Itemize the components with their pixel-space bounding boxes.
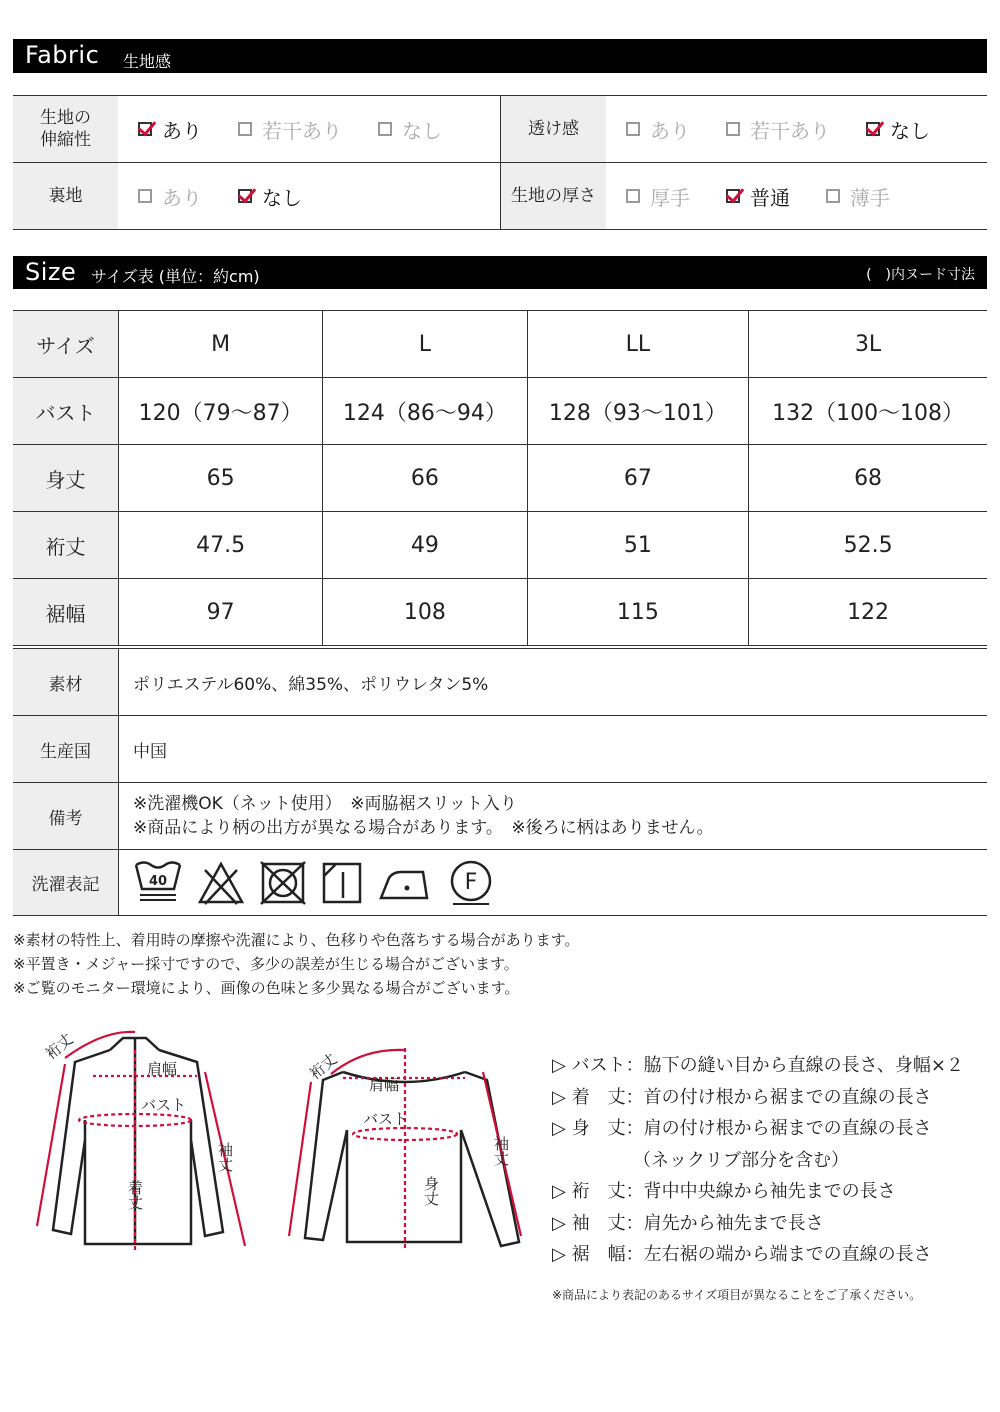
unchecked-box-icon	[626, 189, 640, 203]
material-row	[13, 649, 987, 716]
option-label: 若干あり	[750, 118, 830, 143]
size-row-label: 身丈	[13, 445, 119, 512]
laundry-row	[13, 850, 987, 916]
dry-clean-label: F	[464, 869, 478, 895]
checkbox-option	[626, 182, 690, 211]
checkbox-option	[238, 115, 342, 144]
size-cell: 47.5	[119, 512, 323, 579]
origin-label: 生産国	[13, 716, 119, 783]
unchecked-box-icon	[826, 189, 840, 203]
checkbox-option	[866, 115, 930, 144]
size-cell: 52.5	[749, 512, 987, 579]
option-label: なし	[262, 185, 302, 210]
fabric-title: Fabric	[25, 41, 100, 69]
definition-item: ▷ 袖 丈：肩先から袖先まで長さ	[552, 1212, 824, 1234]
size-row-label: 裄丈	[13, 512, 119, 579]
back-sleeve-top-label: 裄丈	[306, 1049, 341, 1084]
option-label: 普通	[750, 185, 790, 210]
option-label: あり	[162, 185, 202, 210]
remarks-label: 備考	[13, 783, 119, 850]
definitions	[552, 1050, 964, 1271]
back-shirt	[305, 1072, 519, 1246]
size-cell: 128（93～101）	[527, 378, 749, 445]
size-cell: 122	[749, 579, 987, 646]
wash-temp: 40	[148, 873, 168, 889]
checkbox-option	[378, 115, 442, 144]
back-sleeve-label: 袖丈	[492, 1136, 510, 1166]
size-row	[13, 445, 987, 512]
fabric-row-1	[13, 96, 987, 163]
size-cell: 65	[119, 445, 323, 512]
size-cell: 115	[527, 579, 749, 646]
fabric-table	[13, 95, 987, 230]
note-line: ※平置き・メジャー採寸ですので、多少の誤差が生じる場合がございます。	[13, 955, 519, 973]
option-label: 薄手	[850, 185, 890, 210]
checkbox-option	[826, 182, 890, 211]
material-label: 素材	[13, 649, 119, 716]
definition-item: ▷ 着 丈：首の付け根から裾までの直線の長さ	[552, 1086, 932, 1108]
size-header-cell: M	[119, 311, 323, 378]
option-label: なし	[402, 118, 442, 143]
checkbox-option	[138, 182, 202, 211]
size-note: ( )内ヌード寸法	[866, 267, 975, 283]
stretch-label: 生地の 伸縮性	[13, 96, 118, 163]
laundry-label: 洗濯表記	[13, 850, 119, 916]
size-cell: 66	[323, 445, 527, 512]
sheer-options	[606, 115, 987, 144]
front-bust-label: バスト	[141, 1096, 187, 1114]
checkbox-option	[138, 115, 202, 144]
unchecked-box-icon	[726, 122, 740, 136]
unchecked-box-icon	[238, 122, 252, 136]
remarks-line: ※洗濯機OK（ネット使用） ※両脇裾スリット入り	[133, 794, 517, 814]
front-sleeve-top-label: 裄丈	[42, 1029, 77, 1064]
checked-box-icon	[866, 122, 880, 136]
checkbox-option	[726, 182, 790, 211]
size-row-label: バスト	[13, 378, 119, 445]
size-header-cell: LL	[527, 311, 749, 378]
size-row	[13, 512, 987, 579]
size-subtitle: サイズ表 (単位：約cm)	[91, 267, 260, 286]
option-label: なし	[890, 118, 930, 143]
size-row	[13, 378, 987, 445]
back-bust-label: バスト	[363, 1110, 409, 1128]
material-value: ポリエステル60%、綿35%、ポリウレタン5%	[119, 649, 988, 716]
no-bleach-icon	[197, 860, 245, 906]
info-table	[13, 648, 987, 916]
size-cell: 67	[527, 445, 749, 512]
back-arrows	[289, 1048, 521, 1250]
checkbox-option	[726, 115, 830, 144]
iron-low-icon	[377, 860, 433, 906]
option-label: あり	[162, 118, 202, 143]
sheer-label: 透け感	[501, 96, 607, 163]
size-row-label: 裾幅	[13, 579, 119, 646]
origin-value: 中国	[119, 716, 988, 783]
size-cell: 124（86～94）	[323, 378, 527, 445]
line-dry-shade-icon	[321, 860, 363, 906]
size-cell: 108	[323, 579, 527, 646]
remarks-row	[13, 783, 987, 850]
dry-clean-f-icon	[447, 859, 495, 907]
definition-item: ▷ 裄 丈：背中中央線から袖先までの長さ	[552, 1181, 896, 1202]
definition-item: ▷ 身 丈：肩の付け根から裾までの直線の長さ	[552, 1118, 932, 1139]
thickness-label: 生地の厚さ	[501, 163, 607, 230]
measurement-diagram	[13, 1020, 553, 1260]
front-shoulder-label: 肩幅	[147, 1060, 178, 1078]
no-tumble-dry-icon	[259, 860, 307, 906]
option-label: 厚手	[650, 185, 690, 210]
fabric-subtitle: 生地感	[123, 52, 172, 71]
size-header-cell: 3L	[749, 311, 987, 378]
checked-box-icon	[138, 122, 152, 136]
size-title: Size	[25, 258, 77, 286]
checked-box-icon	[238, 189, 252, 203]
checked-box-icon	[726, 189, 740, 203]
notes	[13, 928, 579, 1000]
checkbox-option	[626, 115, 690, 144]
lining-options	[118, 182, 500, 211]
fabric-header	[13, 39, 987, 73]
unchecked-box-icon	[138, 189, 152, 203]
size-cell: 120（79～87）	[119, 378, 323, 445]
size-cell: 132（100～108）	[749, 378, 987, 445]
size-header-row	[13, 311, 987, 378]
option-label: あり	[650, 118, 690, 143]
remarks-line: ※商品により柄の出方が異なる場合があります。 ※後ろに柄はありません。	[133, 818, 714, 838]
unchecked-box-icon	[378, 122, 392, 136]
note-line: ※素材の特性上、着用時の摩擦や洗濯により、色移りや色落ちする場合があります。	[13, 931, 580, 949]
back-shoulder-label: 肩幅	[369, 1076, 400, 1094]
fabric-row-2	[13, 163, 987, 230]
front-sleeve-label: 袖丈	[216, 1142, 234, 1172]
note-line: ※ご覧のモニター環境により、画像の色味と多少異なる場合がございます。	[13, 979, 520, 997]
size-header-cell: サイズ	[13, 311, 119, 378]
front-shirt	[53, 1038, 223, 1244]
checkbox-option	[238, 182, 302, 211]
size-header-cell: L	[323, 311, 527, 378]
definition-item: ▷ バスト：脇下の縫い目から直線の長さ、身幅×２	[552, 1055, 964, 1076]
size-row	[13, 579, 987, 646]
stretch-options	[118, 115, 500, 144]
definition-item: （ネックリブ部分を含む）	[552, 1149, 849, 1171]
size-cell: 68	[749, 445, 987, 512]
wash-40-icon	[133, 859, 183, 907]
front-arrows	[37, 1029, 245, 1252]
lining-label: 裏地	[13, 163, 118, 230]
origin-row	[13, 716, 987, 783]
option-label: 若干あり	[262, 118, 342, 143]
footnote: ※商品により表記のあるサイズ項目が異なることをご了承ください。	[552, 1288, 922, 1302]
thickness-options	[606, 182, 987, 211]
size-cell: 97	[119, 579, 323, 646]
size-cell: 49	[323, 512, 527, 579]
size-header	[13, 256, 987, 289]
unchecked-box-icon	[626, 122, 640, 136]
size-cell: 51	[527, 512, 749, 579]
definition-item: ▷ 裾 幅：左右裾の端から端までの直線の長さ	[552, 1244, 932, 1265]
laundry-icons	[119, 859, 987, 907]
size-table	[13, 310, 987, 646]
front-length-label: 着丈	[126, 1180, 144, 1210]
back-length-label: 身丈	[422, 1176, 440, 1206]
